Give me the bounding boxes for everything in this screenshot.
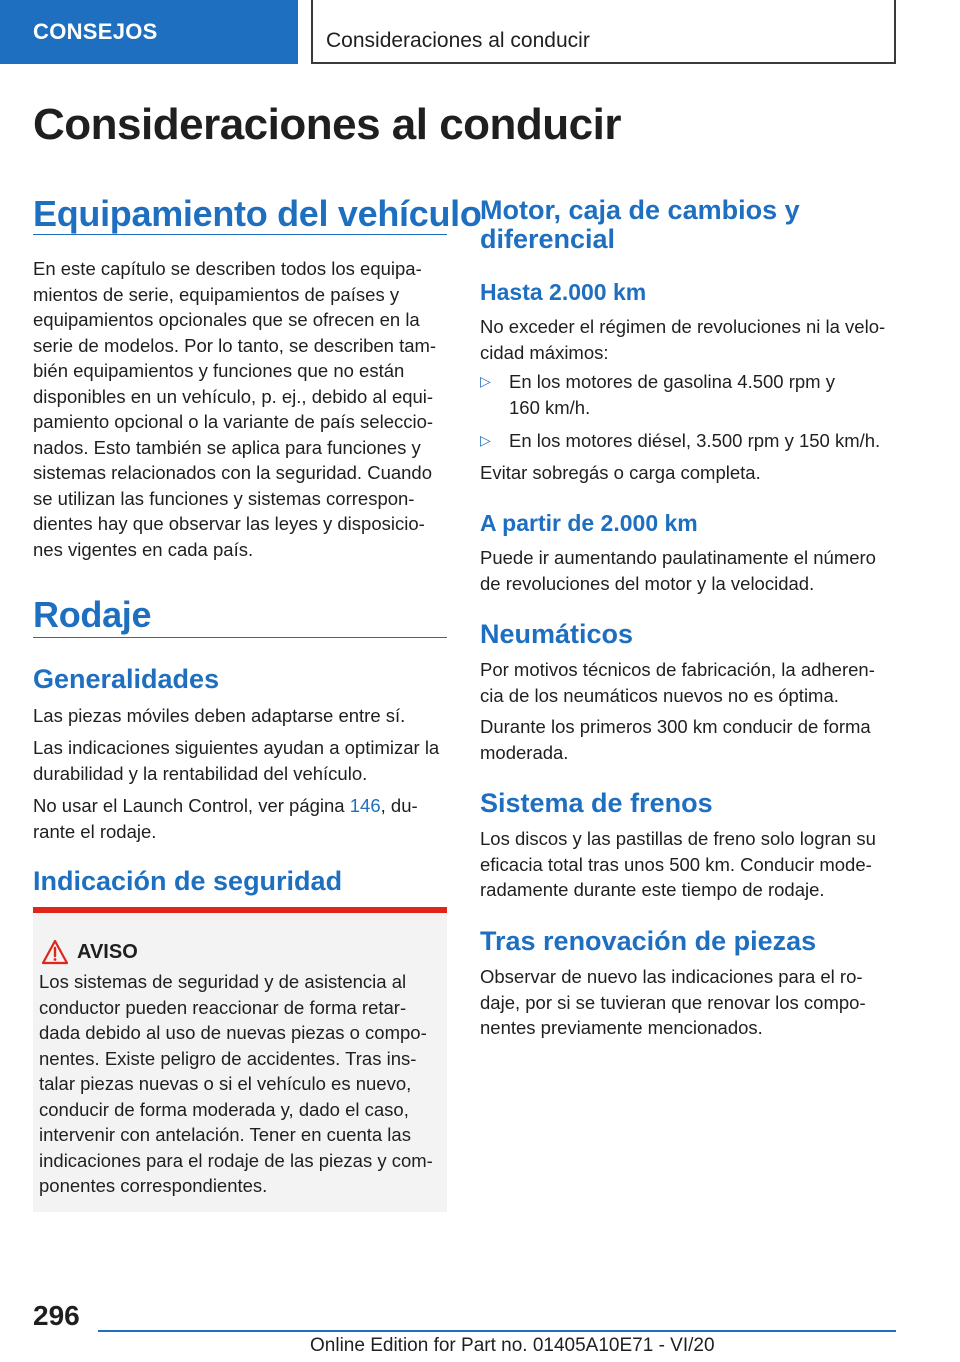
page-number: 296 [33,1300,80,1331]
paragraph-renovacion: Observar de nuevo las indicaciones para el ro- daje, por si se tuvieran que renovar los compo- nentes previamente mencionados. [480,966,866,1038]
heading-seguridad: Indicación de seguridad [33,866,343,896]
heading-generalidades: Generalidades [33,664,220,694]
page-title: Consideraciones al conducir [33,100,621,149]
heading-neumaticos: Neumáticos [480,619,634,649]
heading-frenos: Sistema de frenos [480,788,713,818]
warning-box [33,907,447,1212]
paragraph-evitar: Evitar sobregás o carga completa. [480,462,761,483]
paragraph-frenos: Los discos y las pastillas de freno solo logran su eficacia total tras unos 500 km. Conducir mode- radamente durante este tiempo de rodaje. [480,828,876,900]
bullet-arrow-icon: ▷ [480,432,491,448]
paragraph-a-partir: Puede ir aumentando paulatinamente el número de revoluciones del motor y la velocidad. [480,547,876,594]
paragraph-hasta: No exceder el régimen de revoluciones ni la velo- cidad máximos: [480,316,886,363]
warning-triangle-icon [41,939,69,965]
warning-text: Los sistemas de seguridad y de asistencia al conductor pueden reaccionar de forma retar- dada debido al uso de nuevas piezas o compo- nentes. Existe peligro de accidentes. Tras ins- talar piezas nuevas o si el vehículo es nuevo, conducir de forma moderada y, dado el caso, intervenir con antelación. Tener en cuenta las indicaciones para el rodaje de las piezas y com- ponentes correspondientes. [39,971,433,1196]
header-title: Consideraciones al conducir [326,29,590,52]
list-item: ▷ En los motores diésel, 3.500 rpm y 150 km/h. [480,428,900,454]
paragraph-gen-1: Las piezas móviles deben adaptarse entre sí. [33,705,406,726]
warning-label: AVISO [77,941,138,963]
list-item: ▷ En los motores de gasolina 4.500 rpm y 160 km/h. [480,371,835,418]
footer-rule [98,1330,896,1332]
heading-motor: Motor, caja de cambios y diferencial [480,195,800,254]
paragraph-gen-2: Las indicaciones siguientes ayudan a optimizar la durabilidad y la rentabilidad del vehículo. [33,737,440,784]
heading-a-partir: A partir de 2.000 km [480,510,698,536]
heading-rodaje: Rodaje [33,594,152,635]
heading-renovacion: Tras renovación de piezas [480,926,817,956]
heading-equipamiento: Equipamiento del vehículo [33,193,482,234]
heading-rule [33,637,447,638]
heading-hasta: Hasta 2.000 km [480,279,647,305]
bullet-arrow-icon: ▷ [480,373,491,389]
page-link[interactable]: 146 [349,795,381,816]
heading-rule [33,234,447,235]
paragraph-equipamiento: En este capítulo se describen todos los equipa- mientos de serie, equipamientos de países y equipamientos opcionales que se ofrecen en la serie de modelos. Por lo tanto, se describen tam- bién equipamientos y funciones que no están disponibles en un vehículo, p. ej., debido al equi- pamiento opcional o la variante de país seleccio- nados. Esto también se aplica para funciones y sistemas relacionados con la seguridad. Cuando se utilizan las funciones y sistemas correspon- dientes hay que observar las leyes y disposicio- nes vigentes en cada país. [33,258,437,560]
paragraph-neumaticos-2: Durante los primeros 300 km conducir de forma moderada. [480,716,871,763]
paragraph-neumaticos-1: Por motivos técnicos de fabricación, la adheren- cia de los neumáticos nuevos no es óptima. [480,659,875,706]
paragraph-gen-3: No usar el Launch Control, ver página 146, du- rante el rodaje. [33,795,418,842]
section-tab: CONSEJOS [0,0,298,64]
footer-edition: Online Edition for Part no. 01405A10E71 - VI/20 [310,1335,715,1356]
